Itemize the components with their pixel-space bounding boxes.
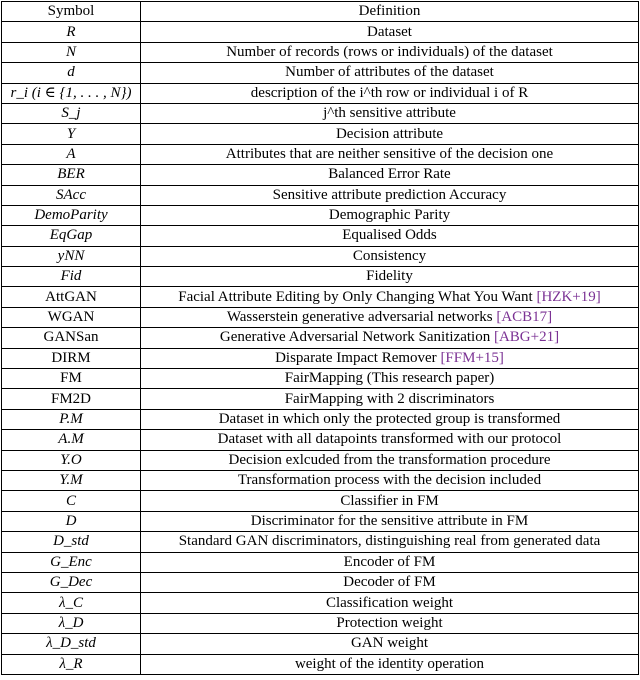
- definition-text: Transformation process with the decision included: [237, 472, 542, 489]
- table-body: [2, 22, 639, 675]
- definition-cell: [141, 613, 639, 633]
- table-row: [2, 491, 639, 511]
- definition-cell: [141, 103, 639, 123]
- table-row: [2, 389, 639, 409]
- table-row: [2, 511, 639, 531]
- symbol-cell: λ_D_std: [2, 634, 141, 654]
- definition-cell: [141, 63, 639, 83]
- table-row: [2, 185, 639, 205]
- table-row: [2, 144, 639, 164]
- definition-cell: [141, 22, 639, 42]
- definition-cell: [141, 593, 639, 613]
- table-row: [2, 226, 639, 246]
- symbol-cell: G_Dec: [2, 572, 141, 592]
- header-definition: Definition: [141, 2, 639, 22]
- definition-text: Generative Adversarial Network Sanitization: [219, 329, 491, 346]
- table-row: [2, 348, 639, 368]
- definition-cell: [141, 430, 639, 450]
- definition-cell: [141, 42, 639, 62]
- table-row: [2, 430, 639, 450]
- symbol-cell: DIRM: [2, 348, 141, 368]
- header-row: [2, 2, 639, 22]
- definition-text: Number of records (rows or individuals) of the dataset: [226, 43, 553, 60]
- definition-cell: [141, 124, 639, 144]
- symbol-cell: G_Enc: [2, 552, 141, 572]
- table-row: [2, 83, 639, 103]
- symbol-cell: EqGap: [2, 226, 141, 246]
- table-row: [2, 369, 639, 389]
- header-symbol: Symbol: [2, 2, 141, 22]
- definition-text: FairMapping with 2 discriminators: [284, 390, 495, 407]
- definition-text: Wasserstein generative adversarial networks: [226, 309, 493, 326]
- definition-cell: [141, 83, 639, 103]
- table-row: [2, 470, 639, 490]
- citation-link[interactable]: [HZK+19]: [536, 288, 601, 305]
- definition-cell: [141, 307, 639, 327]
- definition-text: Protection weight: [336, 614, 443, 631]
- definition-text: Classification weight: [325, 594, 454, 611]
- definition-text: Decision attribute: [335, 125, 444, 142]
- table-row: [2, 165, 639, 185]
- definition-cell: [141, 369, 639, 389]
- definition-cell: [141, 654, 639, 674]
- symbol-cell: SAcc: [2, 185, 141, 205]
- citation-link[interactable]: [ACB17]: [496, 309, 553, 326]
- definition-text: j^th sensitive attribute: [323, 105, 456, 122]
- symbol-cell: Y.O: [2, 450, 141, 470]
- definition-text: weight of the identity operation: [294, 655, 485, 672]
- symbol-cell: N: [2, 42, 141, 62]
- definition-text: Equalised Odds: [342, 227, 437, 244]
- table-row: [2, 654, 639, 674]
- definition-cell: [141, 450, 639, 470]
- table-row: [2, 63, 639, 83]
- symbol-cell: AttGAN: [2, 287, 141, 307]
- table-row: [2, 613, 639, 633]
- table-row: [2, 328, 639, 348]
- definition-text: Dataset with all datapoints transformed with our protocol: [217, 431, 562, 448]
- definition-cell: [141, 144, 639, 164]
- symbol-cell: FM2D: [2, 389, 141, 409]
- symbol-cell: λ_R: [2, 654, 141, 674]
- citation-link[interactable]: [FFM+15]: [440, 349, 504, 366]
- definition-cell: [141, 532, 639, 552]
- symbol-cell: Y.M: [2, 470, 141, 490]
- definition-cell: [141, 491, 639, 511]
- symbol-cell: R: [2, 22, 141, 42]
- symbol-cell: D_std: [2, 532, 141, 552]
- definition-text: Attributes that are neither sensitive of the decision one: [225, 145, 554, 162]
- definition-text: description of the i^th row or individual i of R: [250, 84, 529, 101]
- definition-cell: [141, 205, 639, 225]
- symbol-cell: A.M: [2, 430, 141, 450]
- definition-text: Decoder of FM: [343, 574, 436, 591]
- table-row: [2, 267, 639, 287]
- definition-cell: [141, 226, 639, 246]
- definition-cell: [141, 572, 639, 592]
- definition-text: Consistency: [352, 247, 427, 264]
- table-row: [2, 450, 639, 470]
- definition-text: Encoder of FM: [343, 553, 436, 570]
- definition-text: Dataset in which only the protected group is transformed: [218, 411, 561, 427]
- symbol-cell: Y: [2, 124, 141, 144]
- table-row: [2, 22, 639, 42]
- table-row: [2, 307, 639, 327]
- definition-cell: [141, 634, 639, 654]
- definition-text: Sensitive attribute prediction Accuracy: [272, 186, 507, 203]
- table-row: [2, 593, 639, 613]
- symbol-cell: r_i (i ∈ {1, . . . , N}): [2, 83, 141, 103]
- definition-cell: [141, 287, 639, 307]
- definition-cell: [141, 185, 639, 205]
- symbol-cell: λ_C: [2, 593, 141, 613]
- table-row: [2, 634, 639, 654]
- definition-text: Facial Attribute Editing by Only Changing What You Want: [178, 288, 533, 305]
- notation-table: [1, 1, 639, 675]
- definition-text: Disparate Impact Remover: [275, 349, 437, 366]
- symbol-cell: GANSan: [2, 328, 141, 348]
- table-row: [2, 532, 639, 552]
- definition-text: Classifier in FM: [340, 492, 439, 509]
- symbol-cell: C: [2, 491, 141, 511]
- symbol-cell: P.M: [2, 409, 141, 429]
- definition-text: Discriminator for the sensitive attribute in FM: [250, 512, 529, 529]
- definition-cell: [141, 328, 639, 348]
- definition-text: GAN weight: [350, 635, 429, 652]
- definition-cell: [141, 511, 639, 531]
- definition-text: Fidelity: [366, 268, 413, 285]
- symbol-cell: BER: [2, 165, 141, 185]
- symbol-cell: S_j: [2, 103, 141, 123]
- table-row: [2, 103, 639, 123]
- definition-text: Balanced Error Rate: [328, 166, 451, 183]
- symbol-cell: yNN: [2, 246, 141, 266]
- symbol-cell: D: [2, 511, 141, 531]
- definition-text: Decision exlcuded from the transformation procedure: [228, 451, 551, 468]
- table-row: [2, 572, 639, 592]
- definition-text: Standard GAN discriminators, distinguishing real from generated data: [178, 533, 601, 550]
- definition-cell: [141, 246, 639, 266]
- definition-cell: [141, 267, 639, 287]
- symbol-cell: FM: [2, 369, 141, 389]
- citation-link[interactable]: [ABG+21]: [493, 329, 560, 346]
- table-row: [2, 287, 639, 307]
- symbol-cell: λ_D: [2, 613, 141, 633]
- definition-cell: [141, 470, 639, 490]
- symbol-cell: d: [2, 63, 141, 83]
- definition-text: Number of attributes of the dataset: [285, 64, 494, 81]
- definition-cell: [141, 165, 639, 185]
- table-row: [2, 409, 639, 429]
- table-row: [2, 205, 639, 225]
- definition-cell: [141, 348, 639, 368]
- definition-cell: [141, 552, 639, 572]
- symbol-cell: Fid: [2, 267, 141, 287]
- table-row: [2, 552, 639, 572]
- definition-text: Demographic Parity: [328, 207, 451, 224]
- table-row: [2, 42, 639, 62]
- symbol-cell: DemoParity: [2, 205, 141, 225]
- definition-text: Dataset: [367, 23, 412, 40]
- table-row: [2, 124, 639, 144]
- definition-cell: [141, 409, 639, 429]
- table-row: [2, 246, 639, 266]
- definition-text: FairMapping (This research paper): [284, 370, 495, 387]
- symbol-cell: WGAN: [2, 307, 141, 327]
- symbol-cell: A: [2, 144, 141, 164]
- definition-cell: [141, 389, 639, 409]
